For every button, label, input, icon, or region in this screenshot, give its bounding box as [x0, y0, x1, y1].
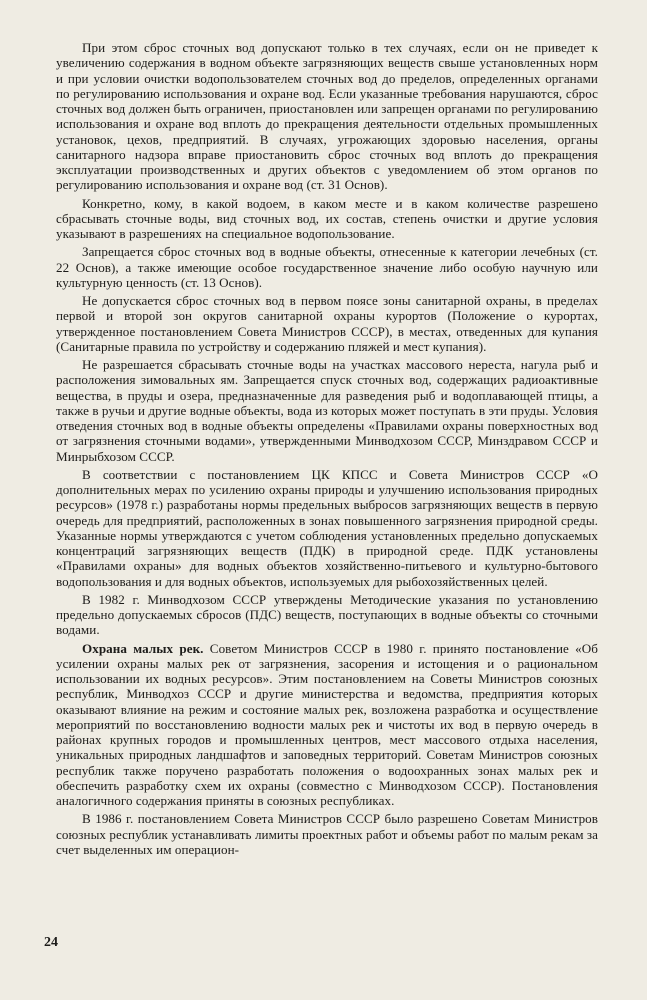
small-rivers-text: Советом Министров СССР в 1980 г. принято постановление «Об усилении охраны малых рек от загрязнения, засорения и истощения и о рациональном использовании их водных ресурсов». Этим постановлением на Советы Министров союзных республик, Минводхоз СССР и другие министерства и ведомства, предприятия которых оказывают влияние на режим и состояние малых рек, возложена разработка и осуществление мероприятий по восстановлению водности малых рек и чистоты их вод в первую очередь в районах крупных городов и промышленных центров, мест массового отдыха населения, уникальных природных ландшафтов и заповедных территорий. Советам Министров союзных республик также поручено разработать положения о водоохранных зонах малых рек и обеспечить разработку схем их охраны (совместно с Минводхозом СССР). Постановления аналогичного содержания приняты в союзных республиках.	[56, 640, 598, 808]
body-text	[56, 40, 598, 860]
page-number: 24	[44, 935, 58, 950]
paragraph-limits-1986: В 1986 г. постановлением Совета Министров СССР было разрешено Советам Министров союзных республик устанавливать лимиты проектных работ и объемы работ по малым рекам за счет выделенных им операцион-	[56, 811, 598, 857]
paragraph-sanitary-zones: Не допускается сброс сточных вод в первом поясе зоны санитарной охраны, в пределах первой и второй зон округов санитарной охраны курортов (Положение о курортах, утвержденное постановлением Совета Министров СССР), в местах, отведенных для купания (Санитарные правила по устройству и содержанию пляжей и мест купания).	[56, 293, 598, 354]
paragraph-small-rivers	[56, 641, 598, 809]
paragraph-fish-areas: Не разрешается сбрасывать сточные воды на участках массового нереста, нагула рыб и расположения зимовальных ям. Запрещается спуск сточных вод, содержащих радиоактивные вещества, в пруды и озера, предназначенные для разведения рыб и водоплавающей птицы, а также в ручьи и другие водные объекты, вода из которых может поступать в эти пруды. Условия отведения сточных вод в водные объекты определены «Правилами охраны поверхностных вод от загрязнения сточными водами», утвержденными Минводхозом СССР, Минздравом СССР и Минрыбхозом СССР.	[56, 357, 598, 464]
paragraph-pdk-norms: В соответствии с постановлением ЦК КПСС и Совета Министров СССР «О дополнительных мерах по усилению охраны природы и улучшению использования природных ресурсов» (1978 г.) разработаны нормы предельных выбросов загрязняющих веществ в первую очередь для предприятий, расположенных в зонах повышенного загрязнения природной среды. Указанные нормы утверждаются с учетом соблюдения установленных предельно допускаемых концентраций загрязняющих веществ (ПДК) в природной среде. ПДК установлены «Правилами охраны» для водных объектов хозяйственно-питьевого и культурно-бытового водопользования и для водных объектов, используемых для рыбохозяйственных целей.	[56, 466, 598, 589]
small-rivers-heading: Охрана малых рек.	[82, 640, 204, 656]
paragraph-discharge-conditions: При этом сброс сточных вод допускают только в тех случаях, если он не приведет к увеличению содержания в водном объекте загрязняющих веществ свыше установленных норм и при условии очистки водопользователем сточных вод до пределов, определенных органами по регулированию использования и охране вод. Если указанные требования нарушаются, сброс сточных вод должен быть ограничен, приостановлен или запрещен органами по регулированию использования и охране вод вплоть до прекращения деятельности отдельных промышленных установок, цехов, предприятий. В случаях, угрожающих здоровью населения, органы санитарного надзора вправе приостановить сброс сточных вод вплоть до прекращения эксплуатации производственных и других объектов с уведомлением об этом органов по регулированию использования и охране вод (ст. 31 Основ).	[56, 40, 598, 193]
paragraph-permits: Конкретно, кому, в какой водоем, в каком месте и в каком количестве разрешено сбрасывать сточные воды, вид сточных вод, их состав, степень очистки и другие условия указывают в разрешениях на специальное водопользование.	[56, 195, 598, 241]
paragraph-medical-waters: Запрещается сброс сточных вод в водные объекты, отнесенные к категории лечебных (ст. 22 Основ), а также имеющие особое государственное значение либо особую научную или культурную ценность (ст. 13 Основ).	[56, 244, 598, 290]
paragraph-pds-guidelines: В 1982 г. Минводхозом СССР утверждены Методические указания по установлению предельно допускаемых сбросов (ПДС) веществ, поступающих в водные объекты со сточными водами.	[56, 591, 598, 638]
